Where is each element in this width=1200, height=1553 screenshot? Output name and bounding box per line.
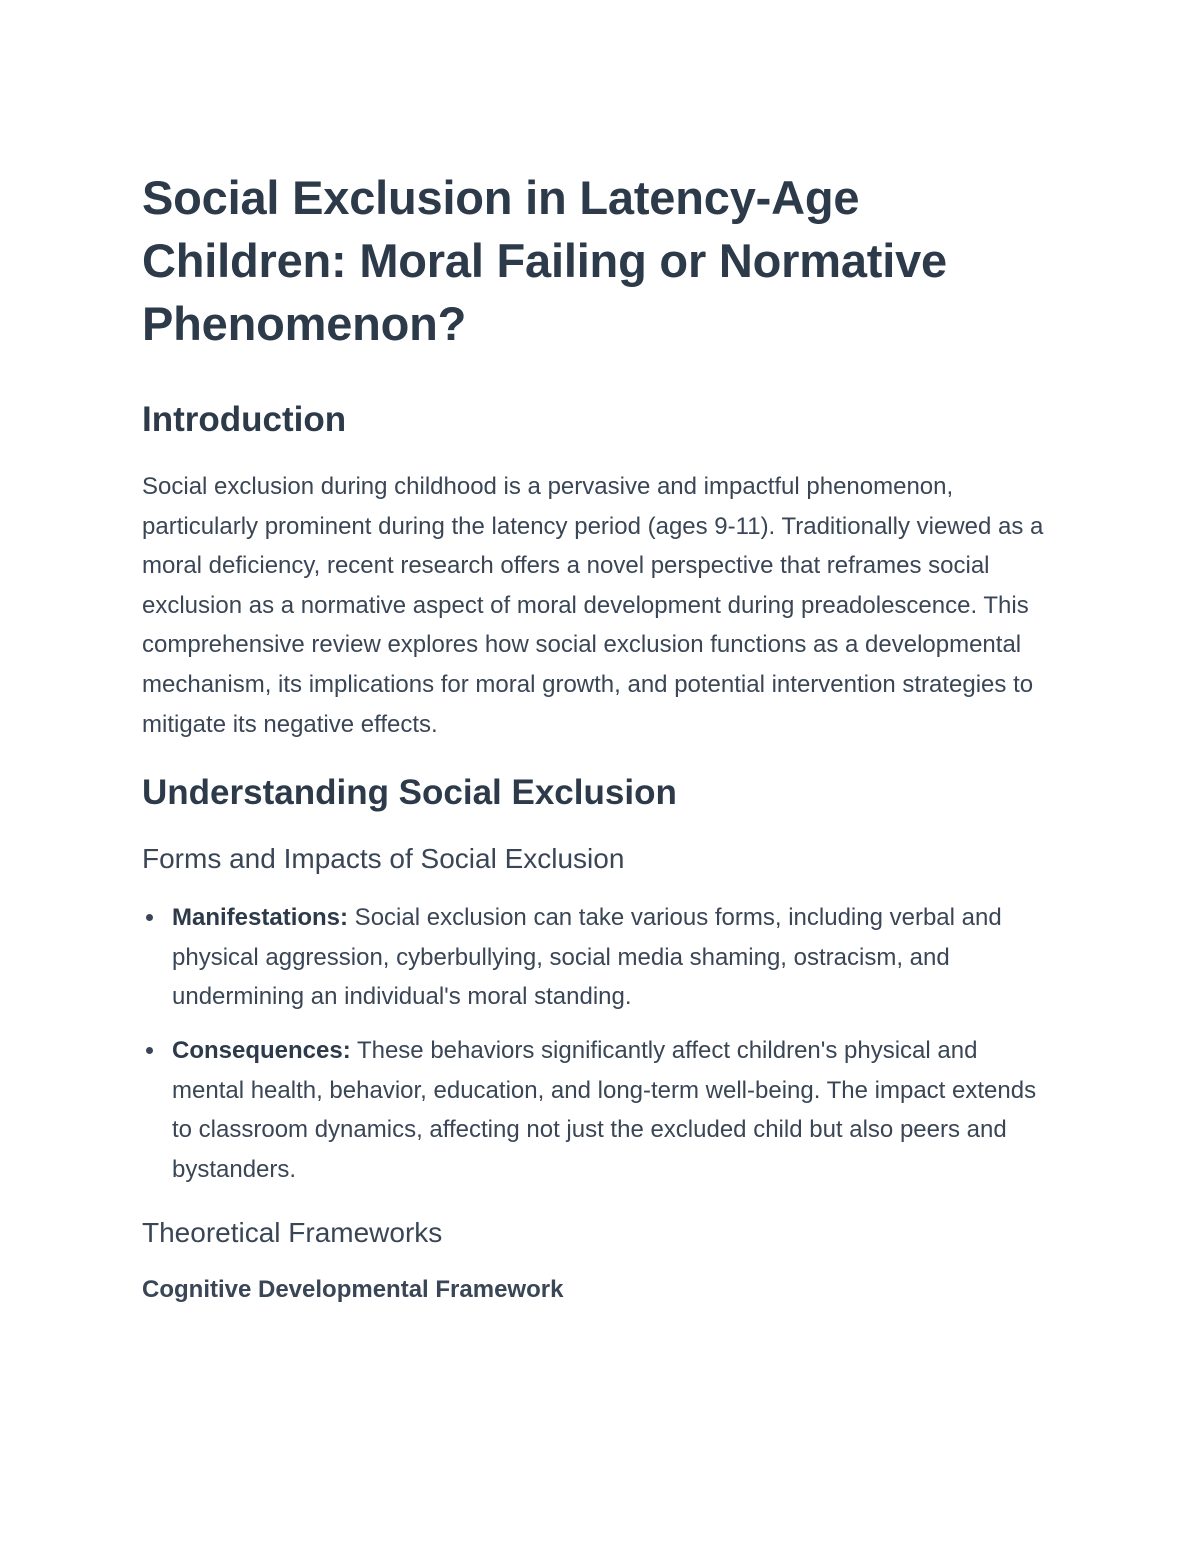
bullet-text: Social exclusion can take various forms, including verbal and physical aggression, cyberbullying, social media shaming, ostracism, and undermining an individual's moral standing.	[172, 904, 1002, 1011]
list-item	[142, 1031, 1052, 1189]
forms-bullet-list	[142, 898, 1062, 1189]
subsubsection-heading-cognitive: Cognitive Developmental Framework	[142, 1276, 564, 1304]
document-page	[142, 166, 1062, 1306]
bullet-icon	[146, 1047, 153, 1054]
bullet-term: Manifestations:	[172, 904, 349, 932]
document-title: Social Exclusion in Latency-Age Children: Moral Failing or Normative Phenomenon?	[142, 171, 947, 350]
subsection-heading-frameworks: Theoretical Frameworks	[142, 1217, 443, 1249]
section-heading-understanding: Understanding Social Exclusion	[142, 773, 677, 813]
list-item	[142, 898, 1052, 1017]
section-heading-introduction: Introduction	[142, 400, 347, 439]
subsection-heading-forms: Forms and Impacts of Social Exclusion	[142, 843, 625, 875]
introduction-paragraph: Social exclusion during childhood is a pervasive and impactful phenomenon, particularly prominent during the latency period (ages 9-11). Traditionally viewed as a moral deficiency, recent research offers a novel perspective that reframes social exclusion as a normative aspect of moral development during preadolescence. This comprehensive review explores how social exclusion functions as a developmental mechanism, its implications for moral growth, and potential intervention strategies to mitigate its negative effects.	[142, 473, 1044, 738]
bullet-icon	[146, 914, 153, 921]
bullet-term: Consequences:	[172, 1036, 351, 1064]
bullet-text: These behaviors significantly affect children's physical and mental health, behavior, education, and long-term well-being. The impact extends to classroom dynamics, affecting not just the excluded child but also peers and bystanders.	[172, 1036, 1037, 1183]
